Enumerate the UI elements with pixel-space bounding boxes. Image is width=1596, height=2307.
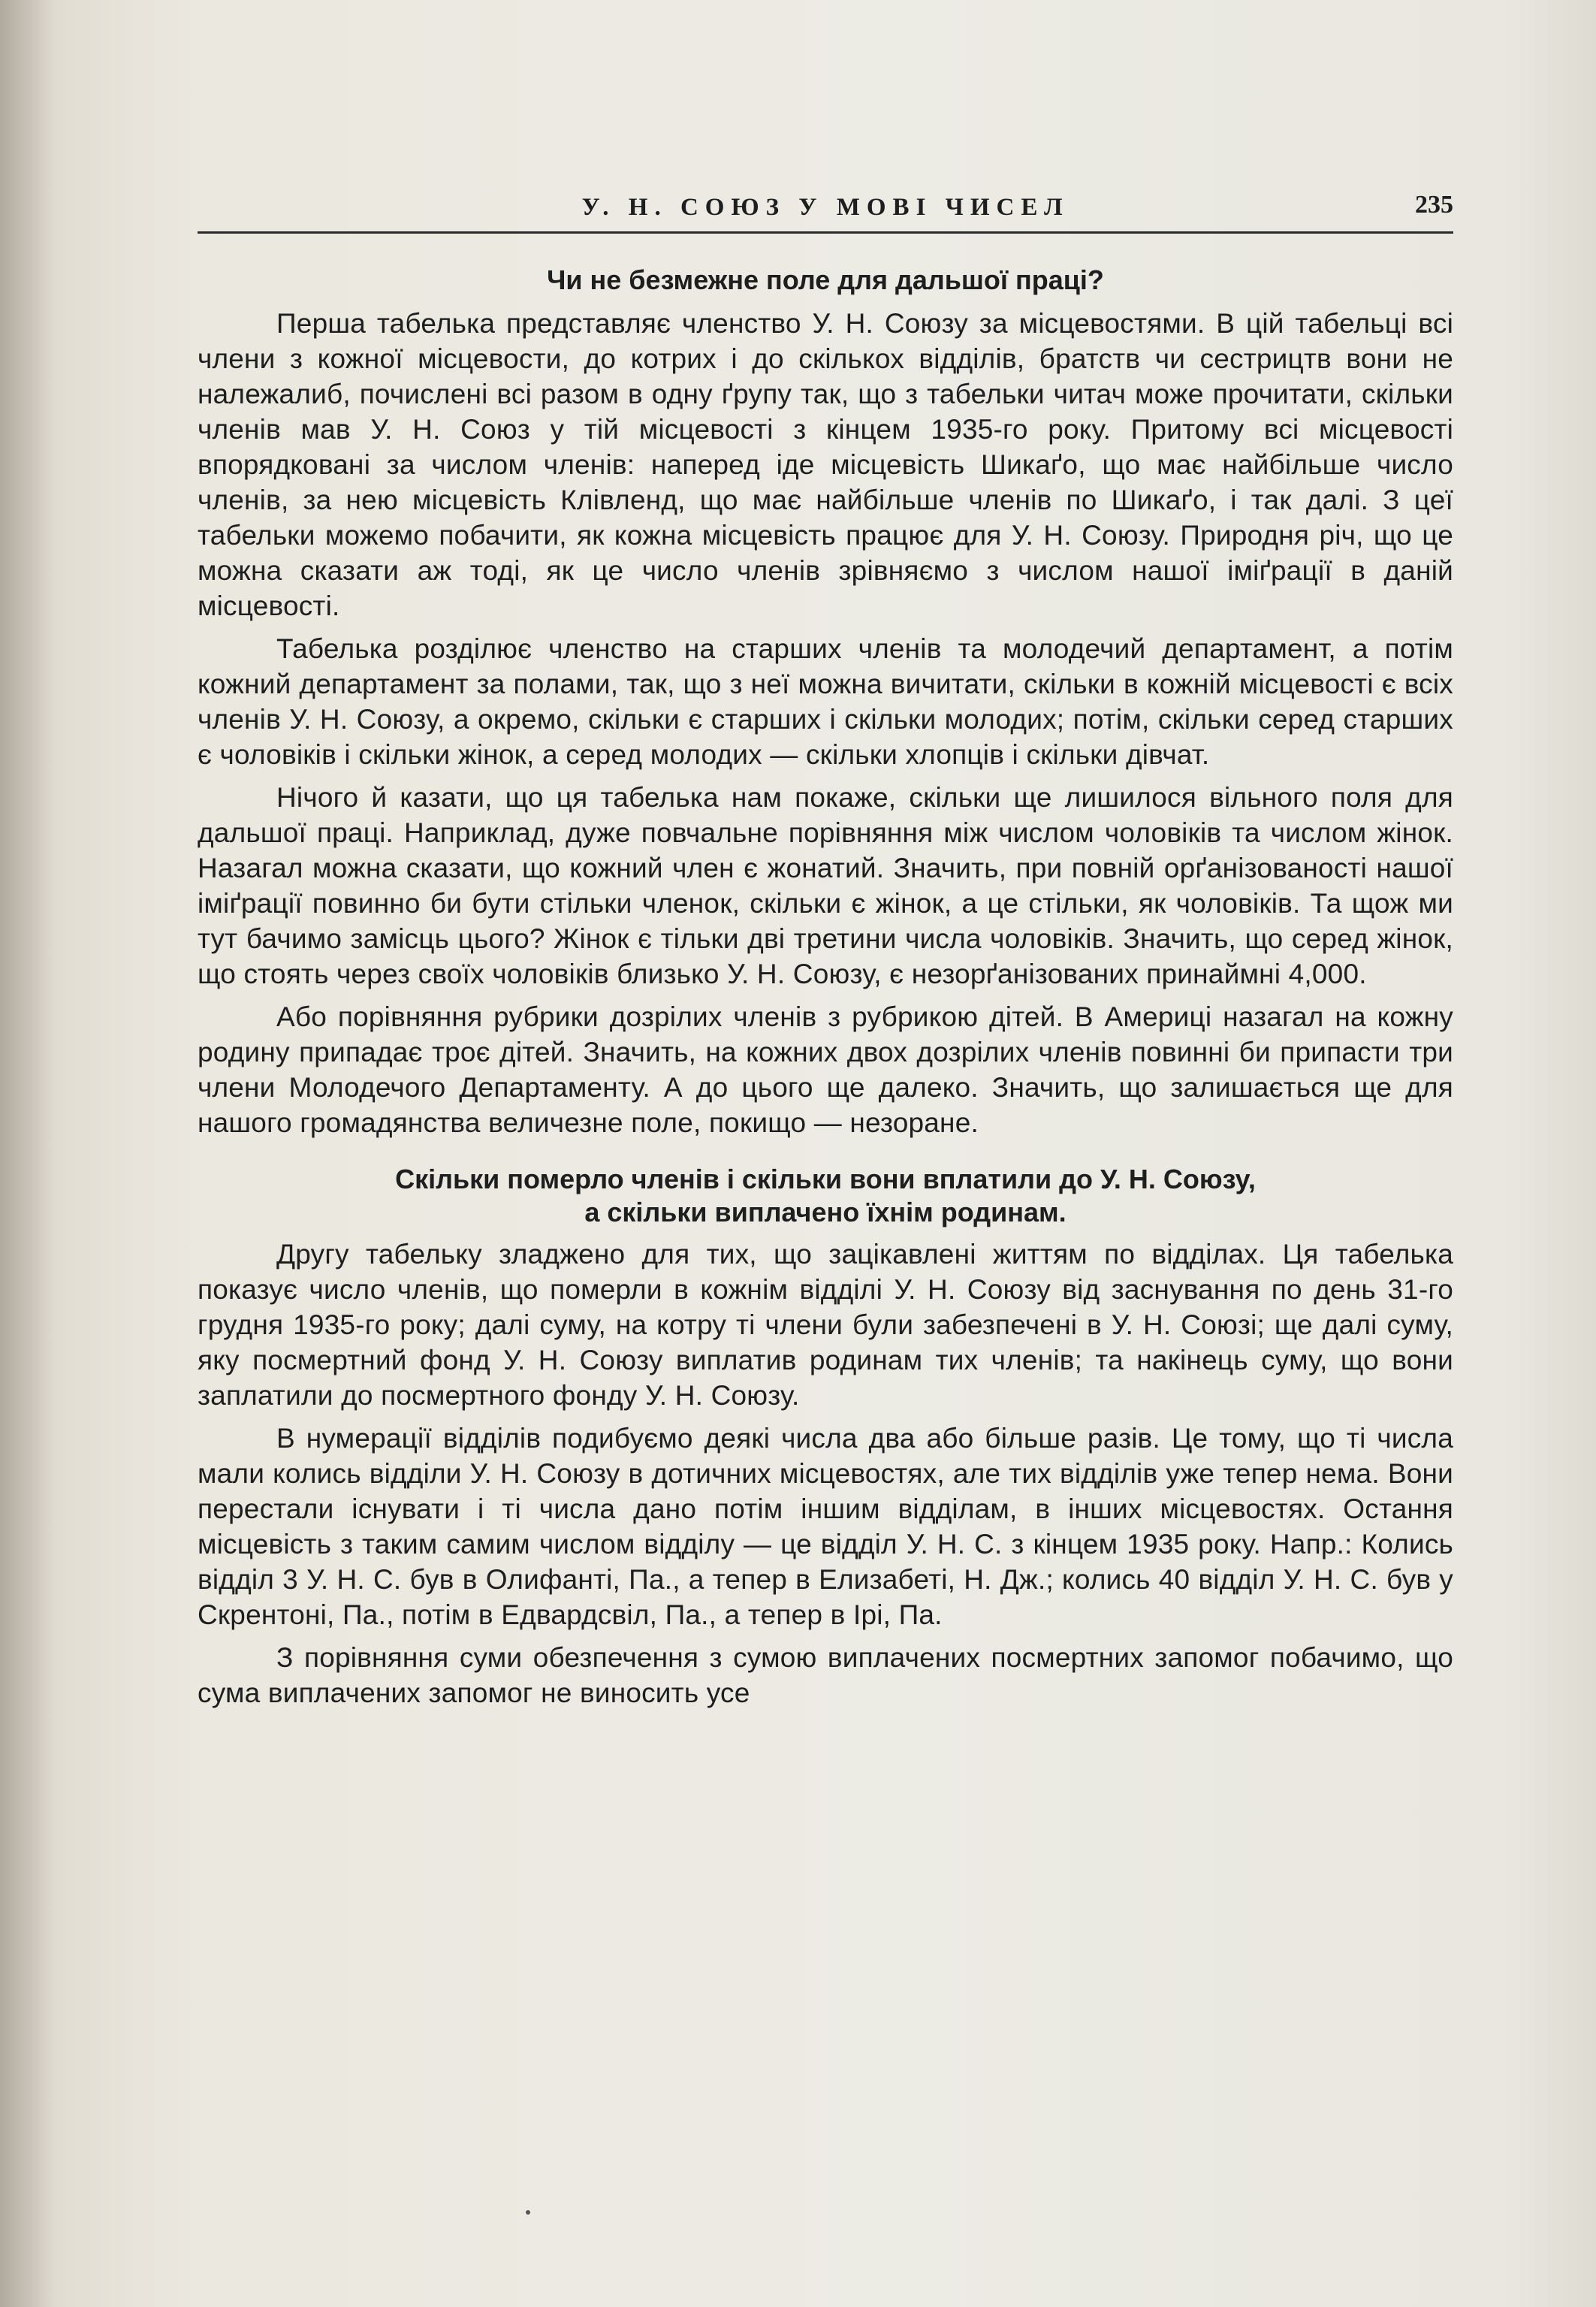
section-heading-2-line-2: а скільки виплачено їхнім родинам. <box>584 1197 1067 1227</box>
paragraph-5: Другу табельку зладжено для тих, що зацікавлені життям по відділах. Ця табелька показує число членів, що померли в кожнім відділі У. Н. Союзу від заснування по день 31-го грудня 1935-го року; далі суму, на котру ті члени були забезпечені в У. Н. Союзі; ще далі суму, яку посмертний фонд У. Н. Союзу виплатив родинам тих членів; та накінець суму, що вони заплатили до посмертного фонду У. Н. Союзу. <box>198 1239 1453 1411</box>
paragraph-3: Нічого й казати, що ця табелька нам покаже, скільки ще лишилося вільного поля для дальшої праці. Наприклад, дуже повчальне порівняння між числом чоловіків та числом жінок. Назагал можна сказати, що кожний член є жонатий. Значить, при повній орґанізованості нашої іміґрації повинно би бути стільки членок, скільки є жінок, а це стільки, як чоловіків. Та щож ми тут бачимо замісць цього? Жінок є тільки дві третини числа чоловіків. Значить, що серед жінок, що стоять через своїх чоловіків близько У. Н. Союзу, є незорґанізованих принаймні 4,000. <box>198 782 1453 989</box>
page-body <box>198 264 1453 1711</box>
section-heading-2 <box>198 1163 1453 1229</box>
book-spine-shadow <box>0 0 53 2307</box>
page-number: 235 <box>1415 191 1453 219</box>
paragraph-4: Або порівняння рубрики дозрілих членів з рубрикою дітей. В Америці назагал на кожну родину припадає троє дітей. Значить, на кожних двох дозрілих членів повинні би припасти три члени Молодечого Департаменту. А до цього ще далеко. Значить, що залишається ще для нашого громадянства величезне поле, покищо — незоране. <box>198 1001 1453 1138</box>
paper-speck <box>526 2210 530 2215</box>
paragraph-1: Перша табелька представляє членство У. Н. Союзу за місцевостями. В цій табельці всі члени з кожної місцевости, до котрих і до скількох відділів, братств чи сестрицтв вони не належалиб, почислені всі разом в одну ґрупу так, що з табельки читач може прочитати, скільки членів мав У. Н. Союз у тій місцевості з кінцем 1935-го року. Притому всі місцевості впорядковані за числом членів: наперед іде місцевість Шикаґо, що має найбільше число членів, за нею місцевість Клівленд, що має найбільше членів по Шикаґо, і так далі. З цеї табельки можемо побачити, як кожна місцевість працює для У. Н. Союзу. Природня річ, що це можна сказати аж тоді, як це число членів зрівняємо з числом нашої іміґрації в даній місцевості. <box>198 308 1453 621</box>
section-heading-1: Чи не безмежне поле для дальшої праці? <box>547 264 1104 295</box>
running-title: У. Н. СОЮЗ У МОВІ ЧИСЕЛ <box>581 194 1070 221</box>
paragraph-7: З порівняння суми обезпечення з сумою виплачених посмертних запомог побачимо, що сума виплачених запомог не виносить усе <box>198 1642 1453 1708</box>
book-page <box>198 188 1453 1718</box>
paragraph-2: Табелька розділює членство на старших членів та молодечий департамент, а потім кожний департамент за полами, так, що з неї можна вичитати, скільки в кожній місцевості є всіх членів У. Н. Союзу, а окремо, скільки є старших і скільки молодих; потім, скільки серед старших є чоловіків і скільки жінок, а серед молодих — скільки хлопців і скільки дівчат. <box>198 633 1453 770</box>
section-heading-2-line-1: Скільки померло членів і скільки вони вплатили до У. Н. Союзу, <box>395 1164 1256 1194</box>
paragraph-6: В нумерації відділів подибуємо деякі числа два або більше разів. Це тому, що ті числа мали колись відділи У. Н. Союзу в дотичних місцевостях, але тих відділів уже тепер нема. Вони перестали існувати і ті числа дано потім іншим відділам, в інших місцевостях. Остання місцевість з таким самим числом відділу — це відділ У. Н. С. з кінцем 1935 року. Напр.: Колись відділ 3 У. Н. С. був в Олифанті, Па., а тепер в Елизабеті, Н. Дж.; колись 40 відділ У. Н. С. був у Скрентоні, Па., потім в Едвардсвіл, Па., а тепер в Ірі, Па. <box>198 1423 1453 1630</box>
running-header <box>198 188 1453 234</box>
